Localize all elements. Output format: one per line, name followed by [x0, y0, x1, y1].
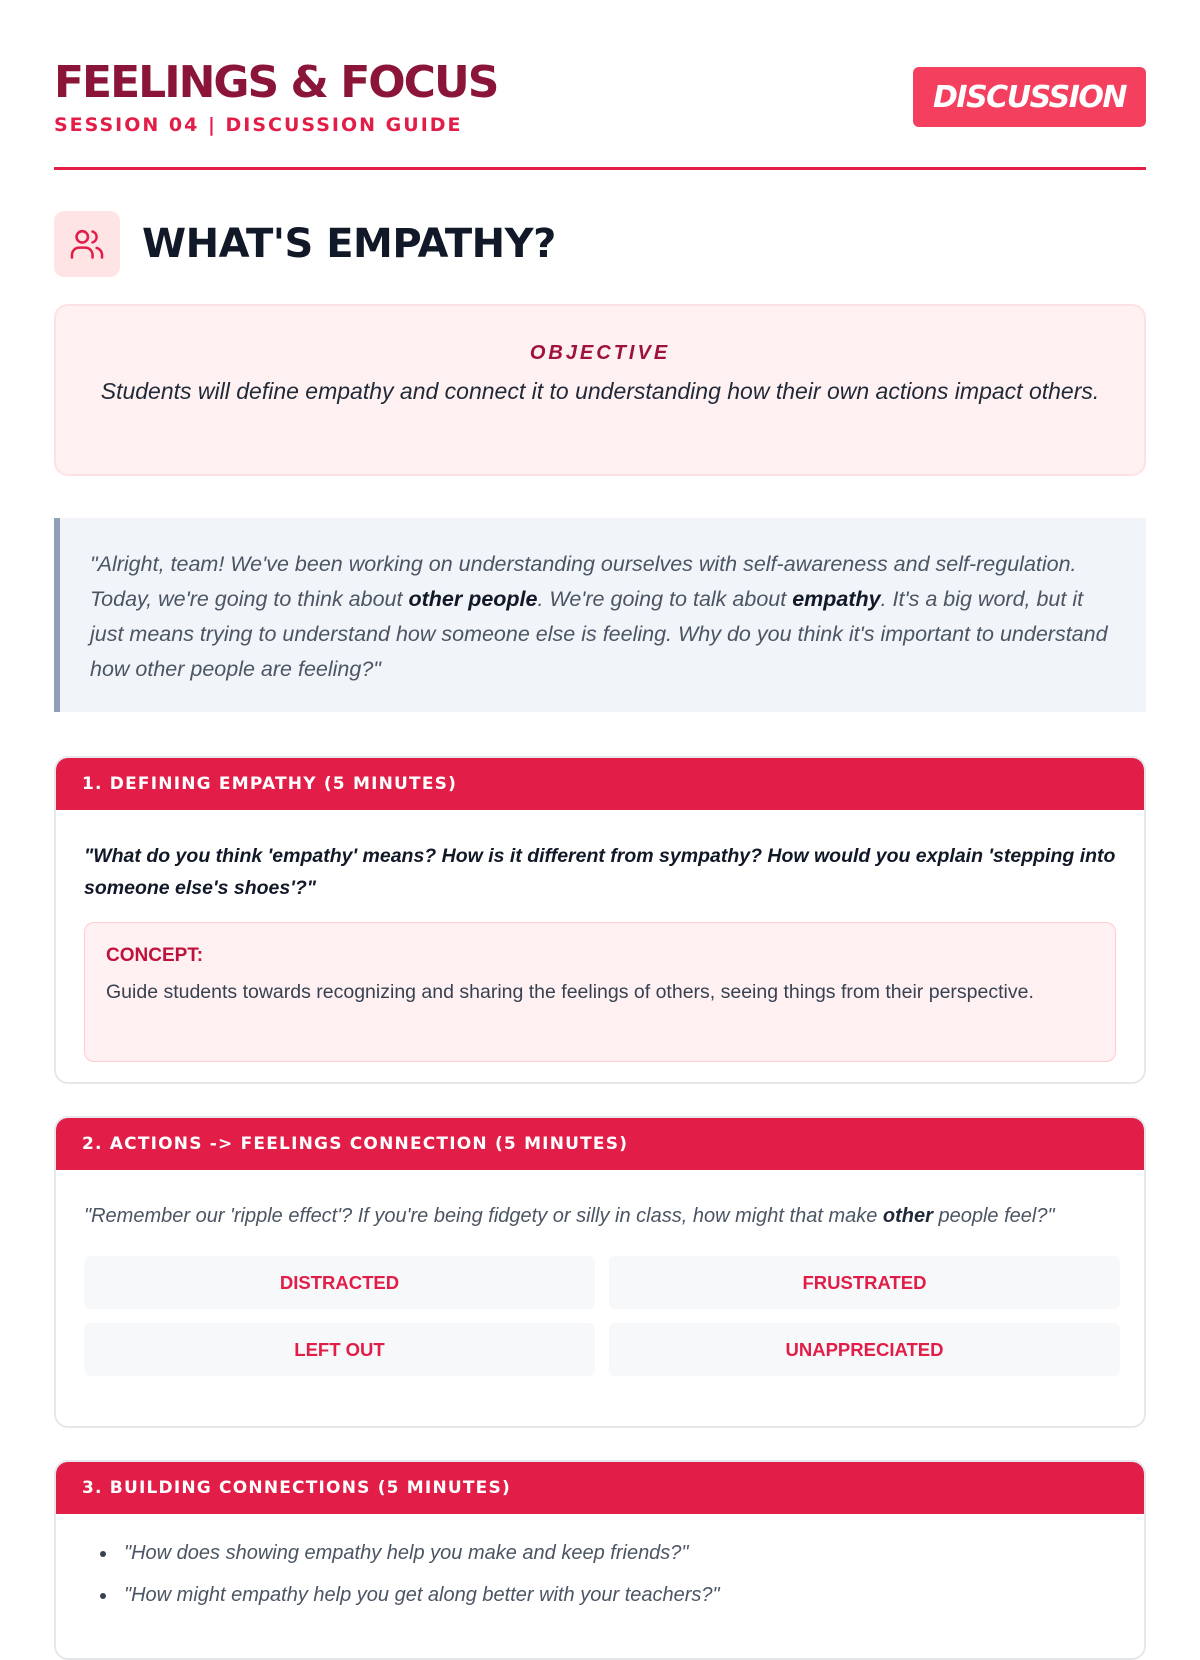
question-list [84, 1532, 1116, 1616]
brand-title: FEELINGS & FOCUS [54, 57, 498, 108]
discussion-prompt [84, 1200, 1116, 1232]
section-title: WHAT'S EMPATHY? [142, 221, 556, 267]
prompt-text: people feel?" [932, 1205, 1055, 1227]
feelings-grid [84, 1256, 1116, 1376]
concept-text: Guide students towards recognizing and sharing the feelings of others, seeing things from their perspective. [106, 981, 1034, 1003]
card-heading: 2. ACTIONS -> FEELINGS CONNECTION (5 MINUTES) [56, 1118, 1144, 1170]
objective-box [54, 304, 1146, 476]
concept-label: CONCEPT: [106, 945, 204, 966]
page-header [54, 0, 1146, 170]
quote-text: . We're going to talk about [537, 587, 793, 611]
concept-box [84, 922, 1116, 1062]
feeling-tile: UNAPPRECIATED [609, 1323, 1120, 1376]
quote-emphasis: other people [408, 587, 538, 611]
step-card-actions-feelings [54, 1116, 1146, 1428]
session-subtitle: SESSION 04 | DISCUSSION GUIDE [54, 114, 463, 136]
objective-label: OBJECTIVE [529, 342, 671, 364]
list-item: • "How might empathy help you get along better with your teachers?" [118, 1574, 1116, 1616]
prompt-emphasis: other [882, 1205, 933, 1227]
card-heading: 1. DEFINING EMPATHY (5 MINUTES) [56, 758, 1144, 810]
users-icon [54, 211, 120, 277]
step-card-defining-empathy [54, 756, 1146, 1084]
feeling-tile: FRUSTRATED [609, 1256, 1120, 1309]
discussion-prompt: "What do you think 'empathy' means? How is it different from sympathy? How would you explain 'stepping into someone else's shoes'?" [84, 845, 1116, 899]
step-card-building-connections [54, 1460, 1146, 1660]
intro-quote [54, 518, 1146, 712]
discussion-badge: DISCUSSION [913, 67, 1146, 127]
feeling-tile: LEFT OUT [84, 1323, 595, 1376]
quote-text: "Alright, team! We've been working on understanding ourselves with self-awareness and self-regulation. Today, we're going to think about [90, 552, 1077, 611]
quote-emphasis: empathy [792, 587, 881, 611]
quote-text: . It's a big word, but it just means trying to understand how someone else is feeling. Why do you think it's important to understand how other people are feeling?" [90, 587, 1108, 681]
feeling-tile: DISTRACTED [84, 1256, 595, 1309]
list-item: • "How does showing empathy help you make and keep friends?" [118, 1532, 1116, 1574]
objective-text: Students will define empathy and connect it to understanding how their own actions impact others. [100, 378, 1100, 404]
card-heading: 3. BUILDING CONNECTIONS (5 MINUTES) [56, 1462, 1144, 1514]
section-heading [54, 211, 556, 277]
prompt-text: "Remember our 'ripple effect'? If you're being fidgety or silly in class, how might that make [84, 1205, 883, 1227]
